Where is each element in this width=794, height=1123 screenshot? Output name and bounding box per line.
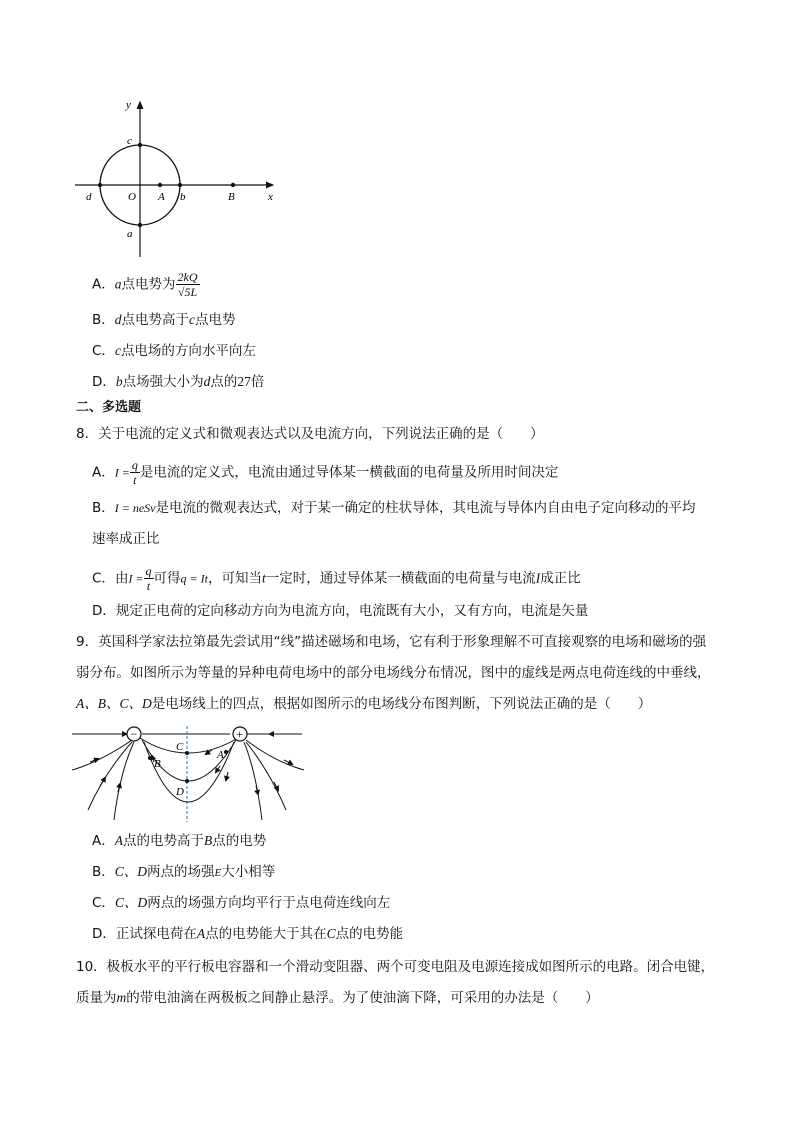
point-B (148, 756, 152, 760)
field-line-left-1 (72, 740, 132, 770)
label-C: C (176, 741, 184, 753)
point-a (138, 223, 142, 227)
q7-option-c: C．c点电场的方向水平向左 (92, 343, 256, 359)
q10-line-1: 10．极板水平的平行板电容器和一个滑动变阻器、两个可变电阻及电源连接成如图所示的电路。闭合电键， (76, 959, 715, 975)
figure-field-lines (70, 722, 310, 824)
point-C (185, 751, 189, 755)
point-D (185, 779, 189, 783)
field-line-left-2 (88, 742, 132, 810)
label-a: a (127, 228, 133, 240)
label-x: x (268, 191, 273, 203)
q10-line-2: 质量为m的带电油滴在两极板之间静止悬浮。为了使油滴下降，可采用的办法是（ ） (76, 990, 599, 1006)
q8-option-b-cont: 速率成正比 (92, 531, 160, 547)
q7-a-fraction: $\frac{2kQ}{√5L}$ (177, 270, 198, 299)
q8-c-fraction: $\frac{q}{t}$ (145, 564, 152, 593)
negative-charge-sign: − (129, 727, 138, 741)
q8-option-c: C．由I = $\frac{q}{t}$ 可得q = It，可知当t一定时，通过导体某一横截面的电荷量与电流I成正比 (92, 564, 581, 593)
label-B: B (228, 191, 235, 203)
figure-circle-axes (70, 92, 285, 262)
label-y: y (126, 99, 131, 111)
point-A (158, 183, 162, 187)
q8-option-a: A．I = $\frac{q}{t}$ 是电流的定义式，电流由通过导体某一横截面的电荷量及所用时间决定 (92, 458, 559, 487)
field-line-left-3 (114, 742, 134, 820)
q9-option-d: D．正试探电荷在A点的电势能大于其在C点的电势能 (92, 926, 404, 942)
field-line-right-3 (244, 742, 262, 820)
label-D: D (176, 786, 184, 798)
q7-option-a: A．a点电势为 $\frac{2kQ}{√5L}$ (92, 270, 198, 299)
label-B: B (154, 758, 161, 770)
point-c (138, 143, 142, 147)
field-line-right-1 (246, 740, 304, 770)
q9-line-3: A、B、C、D是电场线上的四点，根据如图所示的电场线分布图判断，下列说法正确的是（ ） (76, 696, 652, 712)
q7-option-d: D．b点场强大小为d点的27倍 (92, 374, 265, 390)
label-A: A (158, 191, 165, 203)
label-d: d (86, 191, 92, 203)
q9-line-2: 弱分布。如图所示为等量的异种电荷电场中的部分电场线分布情况，图中的虚线是两点电荷连线的中垂线， (76, 665, 711, 681)
label-A: A (217, 749, 224, 761)
label-O: O (128, 191, 136, 203)
positive-charge-sign: + (235, 727, 244, 741)
point-b (178, 183, 182, 187)
field-line-right-2 (246, 742, 286, 810)
label-c: c (127, 135, 132, 147)
point-A (224, 750, 228, 754)
q8-a-fraction: $\frac{q}{t}$ (131, 458, 138, 487)
q9-option-b: B．C、D两点的场强E大小相等 (92, 864, 276, 880)
q8-stem: 8．关于电流的定义式和微观表达式以及电流方向，下列说法正确的是（ ） (76, 426, 544, 442)
section-heading: 二、多选题 (76, 400, 142, 415)
label-b: b (180, 191, 186, 203)
q9-option-a: A．A点的电势高于B点的电势 (92, 833, 267, 849)
q9-line-1: 9．英国科学家法拉第最先尝试用“线”描述磁场和电场，它有利于形象理解不可直接观察的电场和磁场的强 (76, 634, 707, 650)
q9-option-c: C．C、D两点的场强方向均平行于点电荷连线向左 (92, 895, 391, 911)
point-d (98, 183, 102, 187)
point-B (231, 183, 235, 187)
q8-option-d: D．规定正电荷的定向移动方向为电流方向，电流既有大小，又有方向，电流是矢量 (92, 603, 589, 619)
q7-option-b: B．d点电势高于c点电势 (92, 312, 236, 328)
q8-option-b: B．I = neSv是电流的微观表达式，对于某一确定的柱状导体，其电流与导体内自由电子定向移动的平均 (92, 500, 696, 516)
